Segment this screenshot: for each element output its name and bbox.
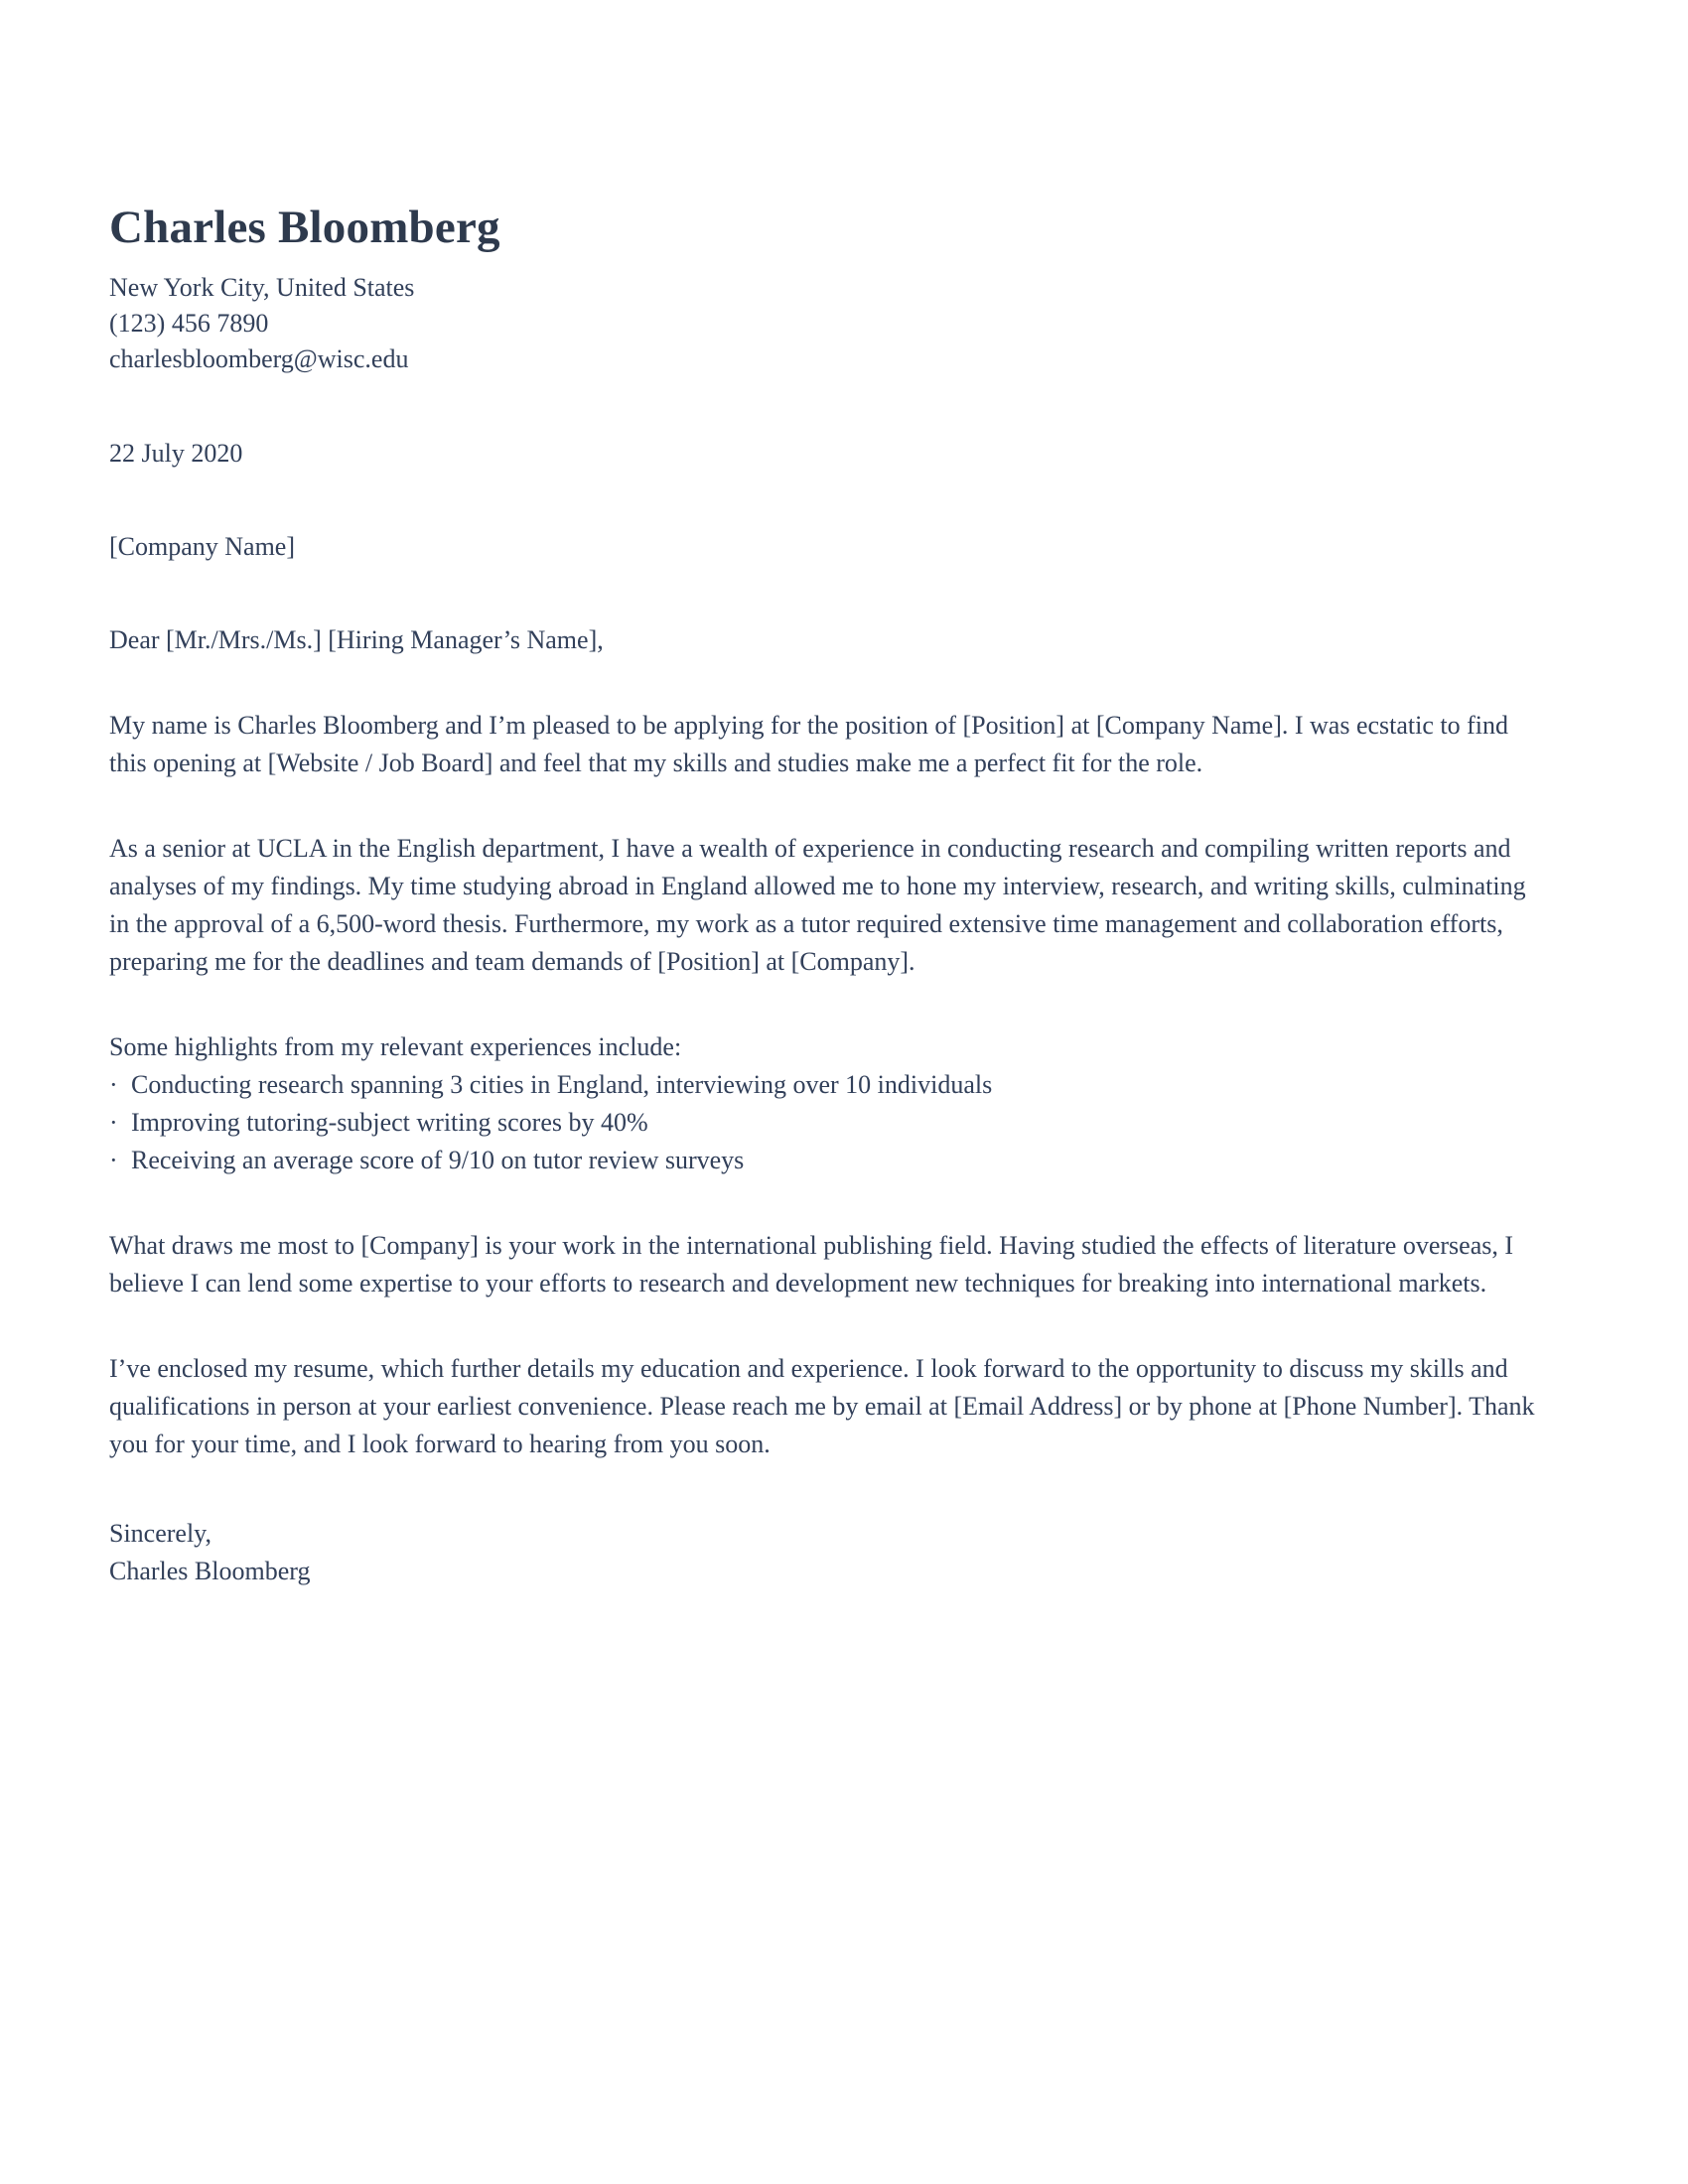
sender-name: Charles Bloomberg <box>109 202 500 253</box>
closing-salutation: Sincerely, <box>109 1519 211 1549</box>
list-item <box>109 1066 1539 1104</box>
body-paragraph-2: As a senior at UCLA in the English department, I have a wealth of experience in conducting research and compiling written reports and analyses of my findings. My time studying abroad in England allowed me to hone my interview, research, and writing skills, culminating in the approval of a 6,500-word thesis. Furthermore, my work as a tutor required extensive time management and collaboration efforts, preparing me for the deadlines and team demands of [Position] at [Company]. <box>109 834 1526 977</box>
sender-location: New York City, United States <box>109 273 415 303</box>
list-item <box>109 1104 1539 1142</box>
bullet-marker-icon: · <box>109 1070 118 1100</box>
letter-body <box>109 204 1539 1590</box>
sender-header <box>109 204 1539 377</box>
highlights-intro: Some highlights from my relevant experiences include: <box>109 1032 682 1062</box>
bullet-marker-icon: · <box>109 1146 118 1175</box>
body-paragraph-4: I’ve enclosed my resume, which further details my education and experience. I look forward to the opportunity to discuss my skills and qualifications in person at your earliest convenience. Please reach me by email at [Email Address] or by phone at [Phone Number]. Thank you for your time, and I look forward to hearing from you soon. <box>109 1354 1535 1459</box>
body-paragraph-3: What draws me most to [Company] is your work in the international publishing field. Having studied the effects of literature overseas, I believe I can lend some expertise to your efforts to research and development new techniques for breaking into international markets. <box>109 1231 1514 1298</box>
bullet-marker-icon: · <box>109 1108 118 1138</box>
sender-phone: (123) 456 7890 <box>109 309 269 339</box>
sender-contact-block <box>109 270 1539 377</box>
recipient-company: [Company Name] <box>109 532 296 562</box>
signoff-block <box>109 1515 1539 1590</box>
letter-date: 22 July 2020 <box>109 439 243 469</box>
sender-email: charlesbloomberg@wisc.edu <box>109 344 409 374</box>
list-item-label: Conducting research spanning 3 cities in England, interviewing over 10 individuals <box>131 1070 993 1100</box>
highlights-section <box>109 1028 1539 1179</box>
highlights-list <box>109 1066 1539 1179</box>
body-paragraph-1: My name is Charles Bloomberg and I’m pleased to be applying for the position of [Position] at [Company Name]. I was ecstatic to find this opening at [Website / Job Board] and feel that my skills and studies make me a perfect fit for the role. <box>109 711 1509 778</box>
list-item-label: Receiving an average score of 9/10 on tutor review surveys <box>131 1146 745 1175</box>
signature-name: Charles Bloomberg <box>109 1557 311 1586</box>
list-item <box>109 1142 1539 1179</box>
salutation: Dear [Mr./Mrs./Ms.] [Hiring Manager’s Name], <box>109 625 604 655</box>
list-item-label: Improving tutoring-subject writing scores by 40% <box>131 1108 648 1138</box>
